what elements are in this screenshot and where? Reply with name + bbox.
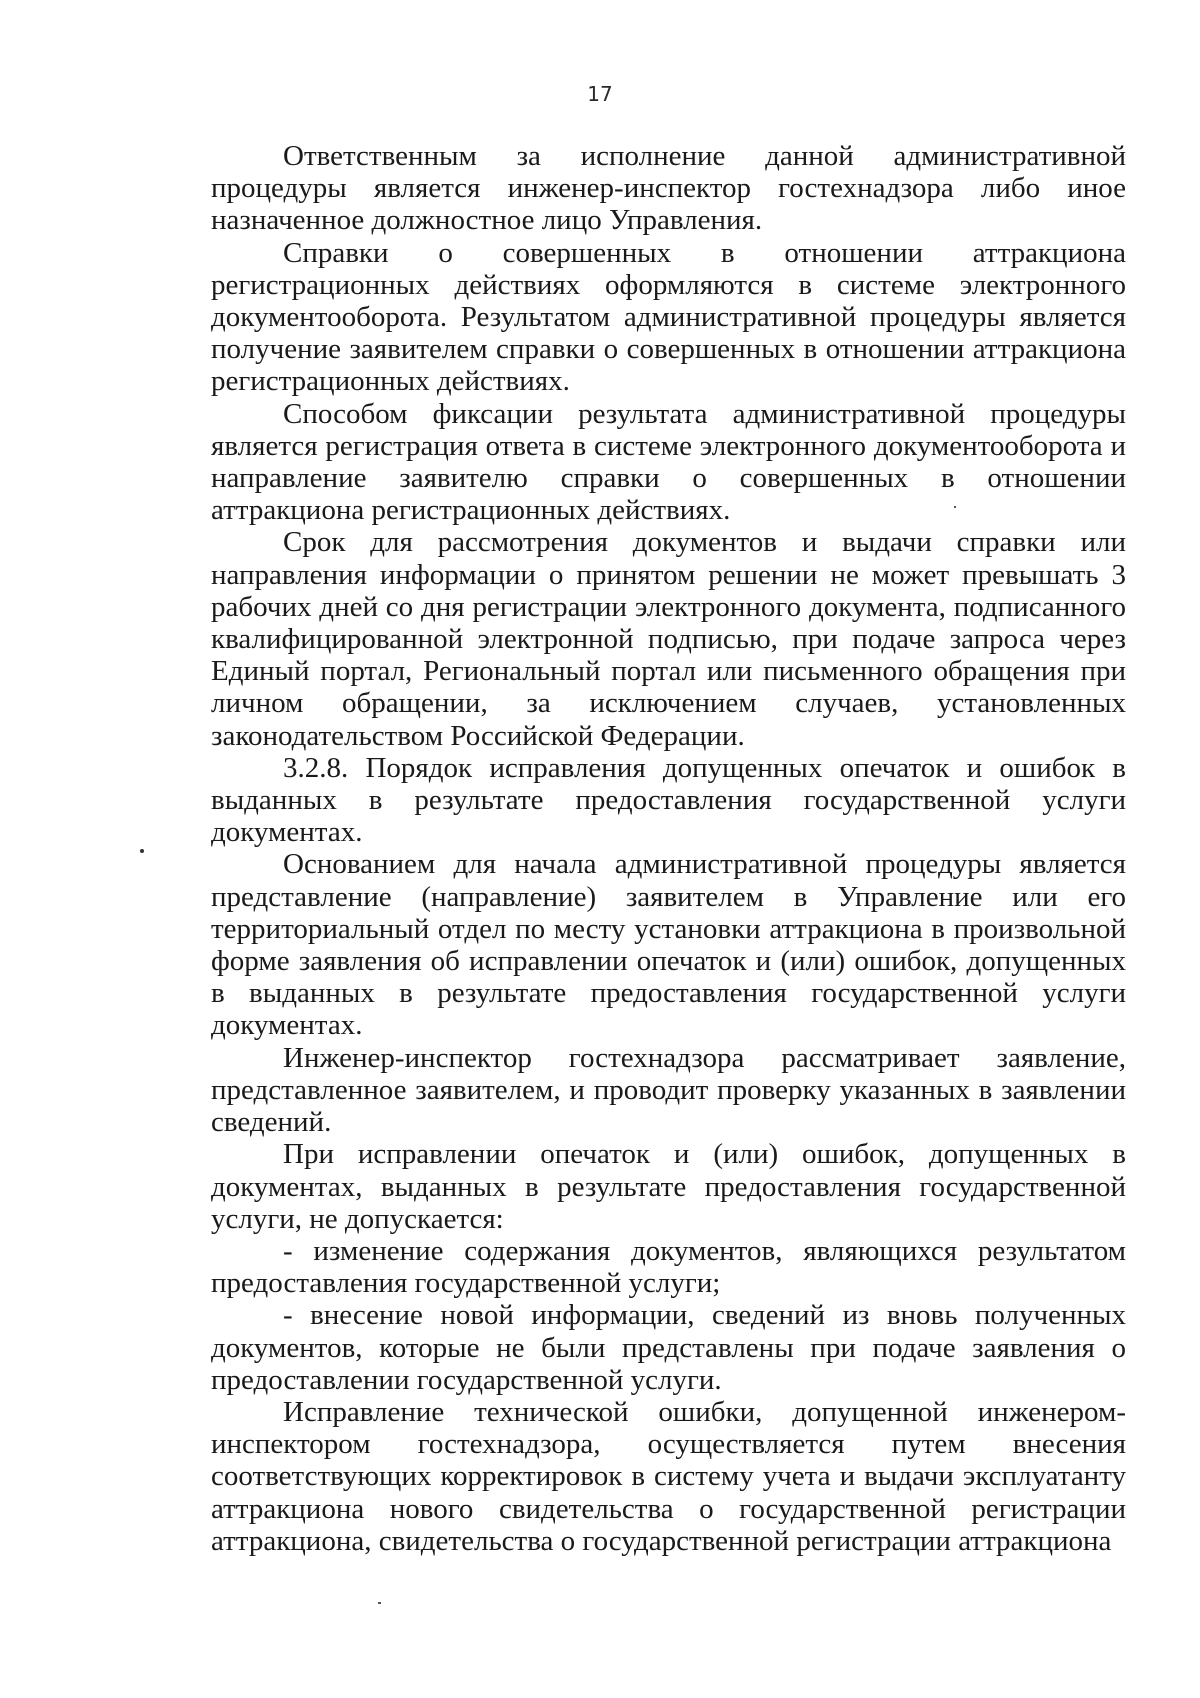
scan-speck	[378, 1602, 381, 1604]
document-body	[211, 140, 1126, 1557]
paragraph-certificates: Справки о совершенных в отношении аттракциона регистрационных действиях оформляются в системе электронного документооборота. Результатом административной процедуры является получение заявителем справки о совершенных в отношении аттракциона регистрационных действиях.	[211, 236, 1126, 398]
paragraph-grounds: Основанием для начала административной процедуры является представление (направление) заявителем в Управление или его территориальный отдел по месту установки аттракциона в произвольной форме заявления об исправлении опечаток и (или) ошибок, допущенных в выданных в результате предоставления государственной услуги документах.	[211, 848, 1126, 1042]
paragraph-technical-error: Исправление технической ошибки, допущенной инженером-инспектором гостехнадзора, осуществляется путем внесения соответствующих корректировок в систему учета и выдачи эксплуатанту аттракциона нового свидетельства о государственной регистрации аттракциона, свидетельства о государственной регистрации аттракциона	[211, 1395, 1126, 1557]
paragraph-fixation-method: Способом фиксации результата административной процедуры является регистрация ответа в системе электронного документооборота и направление заявителю справки о совершенных в отношении аттракциона регистрационных действиях.	[211, 397, 1126, 527]
section-heading-3-2-8: 3.2.8. Порядок исправления допущенных опечаток и ошибок в выданных в результате предоставления государственной услуги документах.	[211, 751, 1126, 849]
list-item-new-information: - внесение новой информации, сведений из вновь полученных документов, которые не были представлены при подаче заявления о предоставлении государственной услуги.	[211, 1299, 1126, 1396]
page-number: 17	[587, 82, 613, 106]
scan-speck	[140, 849, 144, 853]
paragraph-deadline: Срок для рассмотрения документов и выдачи справки или направления информации о принятом решении не может превышать 3 рабочих дней со дня регистрации электронного документа, подписанного квалифицированной электронной подписью, при подаче запроса через Единый портал, Региональный портал или письменного обращения при личном обращении, за исключением случаев, установленных законодательством Российской Федерации.	[211, 526, 1126, 752]
paragraph-responsible-person: Ответственным за исполнение данной административной процедуры является инженер-инспектор гостехнадзора либо иное назначенное должностное лицо Управления.	[211, 140, 1126, 237]
scan-speck	[954, 506, 956, 508]
paragraph-not-allowed: При исправлении опечаток и (или) ошибок, допущенных в документах, выданных в результате предоставления государственной услуги, не допускается:	[211, 1138, 1126, 1235]
list-item-content-change: - изменение содержания документов, являющихся результатом предоставления государственной услуги;	[211, 1234, 1126, 1300]
paragraph-inspector-review: Инженер-инспектор гостехнадзора рассматривает заявление, представленное заявителем, и проводит проверку указанных в заявлении сведений.	[211, 1041, 1126, 1139]
